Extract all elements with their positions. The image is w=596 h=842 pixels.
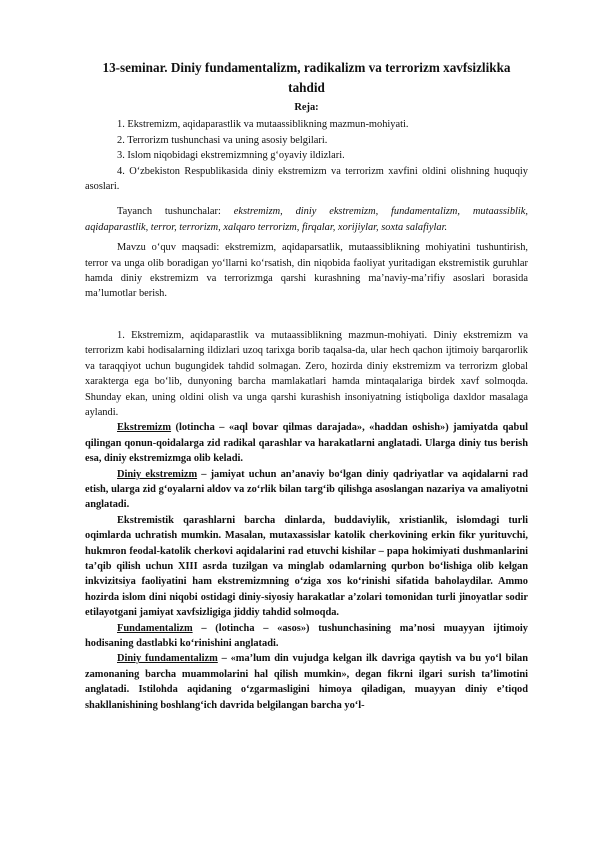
section-1-paragraph: 1. Ekstremizm, aqidaparastlik va mutaassiblikning mazmun-mohiyati. Diniy ekstremizm va terrorizm kabi hodisalarning ildizlari uzoq tarixga borib taqalsa-da, ular hech qachon ijtimoiy barqarorlik va taraqqiyot uchun bugungidek tahdid solmagan. Zero, hozirda diniy ekstremizm va terrorizm global xarakterga ega bo‘lib, dunyoning barcha mamlakatlari hamda mintaqalariga birdek xavf solmoqda. Shunday ekan, uning oldini olish va unga qarshi kurashish insoniyatning istiqboliga daxldor masalaga aylandi. bbox=[85, 329, 528, 418]
key-concepts-terms: ekstremizm, diniy ekstremizm, fundamentalizm, mutaassiblik, aqidaparastlik, terror, terrorizm, xalqaro terrorizm, firqalar, xorijiylar, soxta salafiylar. bbox=[85, 206, 528, 233]
history-paragraph: Ekstremistik qarashlarni barcha dinlarda, buddaviylik, xristianlik, islomdagi turli oqimlarda uchratish mumkin. Masalan, mutaxassislar katolik cherkovining erkin fikr yurituvchi, hukmron feodal-katolik cherkovi aqidalarini rad etuvchi kishilar – papa hokimiyati dushmanlarini ta’qib qilish uchun XIII asrda tuzilgan va minglab odamlarning qurbon bo‘lishiga olib kelgan inkvizitsiya faoliyatini ham ekstremizmning o‘ziga xos ko‘rinishi sifatida baholaydilar. Ammo hozirda islom dini niqobi ostidagi diniy-siyosiy harakatlar a’zolari tomonidan turli jinoyatlar sodir etilayotgani jamiyat xavfsizligiga jiddiy tahdid solmoqda. bbox=[85, 514, 528, 619]
plan-item: 4. O‘zbekiston Respublikasida diniy ekstremizm va terrorizm xavfini oldini olishning huquqiy asoslari. bbox=[85, 165, 528, 193]
definition-diniy-fundamentalizm bbox=[85, 651, 528, 713]
learning-goal-paragraph: Mavzu o‘quv maqsadi: ekstremizm, aqidaparsatlik, mutaassiblikning mohiyatini tushuntirish, terror va unga olib boradigan yo‘llarni ko‘rsatish, din niqobida faoliyat yuritadigan ekstremistik guruhlar hamda diniy ekstremizm va terrorizmga qarshi kurashning ma’naviy-ma’rifiy asoslari borasida ma’lumotlar berish. bbox=[85, 242, 528, 300]
term-ekstremizm: Ekstremizm bbox=[117, 422, 172, 434]
term-fundamentalizm: Fundamentalizm bbox=[117, 622, 193, 634]
definition-diniy-ekstremizm bbox=[85, 467, 528, 513]
term-diniy-fundamentalizm: Diniy fundamentalizm bbox=[117, 653, 218, 665]
key-concepts-label: Tayanch tushunchalar: bbox=[117, 206, 234, 218]
reja-heading: Reja: bbox=[294, 102, 319, 113]
definition-text: – «ma’lum din vujudga kelgan ilk davriga qaytish va bu yo‘l bilan zamonaning barcha muammolarini hal qilish mumkin», degan fikrni ilgari surish ta’limotini anglatadi. Istilohda aqidaning o‘zgarmasligini himoya qiladigan, muayyan diniy e’tiqod shakllanishining boshlang‘ich davrida belgilangan barcha yo‘l- bbox=[85, 653, 528, 711]
plan-list bbox=[85, 117, 528, 194]
plan-item: 1. Ekstremizm, aqidaparastlik va mutaassiblikning mazmun-mohiyati. bbox=[117, 119, 409, 131]
definition-text: (lotincha – «aql bovar qilmas darajada», «haddan oshish») jamiyatda qabul qilingan qonun-qoidalarga zid radikal qarashlar va harakatlarni anglatadi. Ularga diniy tus berish esa, diniy ekstremizmga olib keladi. bbox=[85, 422, 528, 465]
definition-text: – (lotincha – «asos») tushunchasining ma’nosi muayyan ijtimoiy hodisaning dastlabki ko‘rinishini anglatadi. bbox=[85, 622, 528, 649]
definition-ekstremizm bbox=[85, 420, 528, 466]
plan-item: 2. Terrorizm tushunchasi va uning asosiy belgilari. bbox=[117, 134, 328, 146]
definition-text: – jamiyat uchun an’anaviy bo‘lgan diniy qadriyatlar va aqidalarni rad etish, ularga zid g‘oyalarni aldov va zo‘rlik bilan targ‘ib qilishga asoslangan nazariya va amaliyotni anglatadi. bbox=[85, 468, 528, 511]
page-title: 13-seminar. Diniy fundamentalizm, radikalizm va terrorizm xavfsizlikka tahdid bbox=[102, 60, 511, 95]
plan-item: 3. Islom niqobidagi ekstremizmning g‘oyaviy ildizlari. bbox=[117, 150, 345, 162]
term-diniy-ekstremizm: Diniy ekstremizm bbox=[117, 468, 198, 480]
definition-fundamentalizm bbox=[85, 621, 528, 652]
key-concepts-paragraph bbox=[85, 204, 528, 235]
